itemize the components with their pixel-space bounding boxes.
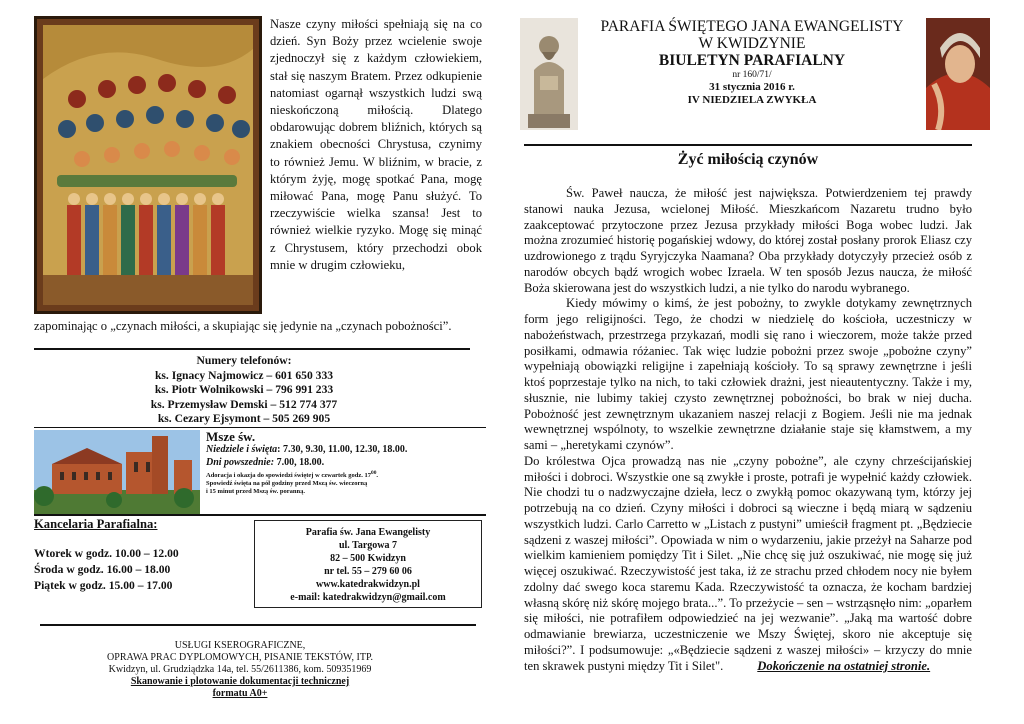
parish-street: ul. Targowa 7 (338, 540, 398, 551)
liturgical-sunday: IV NIEDZIELA ZWYKŁA (687, 94, 817, 106)
ad-line: USŁUGI KSEROGRAFICZNE, (174, 640, 306, 651)
issue-number: nr 160/71/ (732, 70, 772, 80)
phone-line: ks. Cezary Ejsymont – 505 269 905 (157, 412, 331, 425)
bulletin-header (580, 18, 924, 107)
phone-numbers (34, 354, 454, 427)
left-paragraph: Nasze czyny miłości spełniają się na co dzień. Syn Boży przez wcielenie swoje zjednoczył się z każdym człowiekiem, stał się naszym Bratem. Przez odkupienie natomiast ogarnął wszystkich ludzi swą nieskończoną miłością. Dlatego obdarowując dobrem bliźnich, których są znakiem obecności Chrystusa, czynimy to również Jemu. W bliźnim, w bracie, z którym żyję, mogę spotkać Pana, mogę miłować Pana, mogę Panu służyć. To rzeczywiście wielka szansa! Jest to również wielkie ryzyko. Mogę się minąć z Chrystusem, który przechodzi obok mnie w drugim człowieku, (270, 17, 482, 272)
article-title: Żyć miłością czynów (677, 151, 819, 168)
phone-line: ks. Piotr Wolnikowski – 796 991 233 (154, 383, 334, 396)
article-paragraph (524, 454, 972, 675)
parish-website: www.katedrakwidzyn.pl (316, 579, 420, 590)
statue-illustration (520, 18, 578, 130)
phones-title: Numery telefonów: (196, 354, 292, 367)
weekday-masses (206, 456, 486, 469)
divider (34, 348, 470, 350)
office-hours: Piątek w godz. 15.00 – 17.00 (34, 579, 173, 592)
weekday-label: Dni powszednie: (206, 457, 275, 468)
saint-portrait-image (926, 18, 990, 130)
adoration-text: Adoracja i okazja do spowiedzi świętej w czwartek godz. 17 (206, 472, 372, 480)
icon-painting-feeding-multitude (34, 16, 262, 314)
adoration-note (206, 469, 486, 480)
advertisement (40, 640, 440, 700)
saint-statue-image (520, 18, 578, 130)
ad-line: formatu A0+ (212, 688, 268, 699)
continued-note: Dokończenie na ostatniej stronie. (757, 658, 931, 673)
sunday-masses (206, 443, 486, 456)
parish-phone: nr tel. 55 – 279 60 06 (324, 566, 412, 577)
masses-title: Msze św. (206, 429, 256, 444)
sunday-label: Niedziele i święta (206, 444, 278, 455)
parish-city: 82 – 500 Kwidzyn (330, 553, 406, 564)
parish-contact-box (254, 520, 482, 608)
parish-title: PARAFIA ŚWIĘTEGO JANA EWANGELISTY (600, 18, 904, 35)
left-paragraph-end: zapominając o „czynach miłości, a skupiając się jedynie na „czynach pobożności”. (34, 319, 452, 333)
article-paragraph: Św. Paweł naucza, że miłość jest największa. Potwierdzeniem tej prawdy stanowi nauka Jezusa, wcielonej Miłość. Mieszkańcom Nazaretu trudno było zaakceptować przytoczone przez Jezusa przykłady miłości Boga wobec ludzi. Jak można zrozumieć historię pogańskiej wdowy, do której został posłany prorok Eliasz czy uzdrowionego z trądu Syryjczyka Naamana? Oba przykłady dotyczyły przecież osób z narodów obcych bądź wrogich wobec Izraela. W ten sposób Jezus naucza, że miłość Boża skierowana jest do wszystkich ludzi, a nie tylko do narodu wybranego. (524, 186, 972, 295)
ad-line: Skanowanie i plotowanie dokumentacji technicznej (130, 676, 350, 687)
parish-email: e-mail: katedrakwidzyn@gmail.com (290, 592, 446, 603)
mass-times (206, 430, 486, 496)
office-hours: Środa w godz. 16.00 – 18.00 (34, 563, 171, 576)
adoration-end: . (376, 472, 379, 480)
ad-line: OPRAWA PRAC DYPLOMOWYCH, PISANIE TEKSTÓW, ITP. (107, 652, 373, 663)
divider (524, 144, 972, 146)
phone-line: ks. Ignacy Najmowicz – 601 650 333 (154, 368, 334, 382)
ad-line: Kwidzyn, ul. Grudziądzka 14a, tel. 55/2611386, kom. 509351969 (108, 664, 372, 675)
church-illustration (34, 430, 200, 514)
office-hours: Wtorek w godz. 10.00 – 12.00 (34, 547, 179, 560)
bulletin-title: BIULETYN PARAFIALNY (658, 52, 846, 69)
church-photo (34, 430, 200, 514)
parish-name: Parafia św. Jana Ewangelisty (305, 527, 431, 538)
article-paragraph: Kiedy mówimy o kimś, że jest pobożny, to zwykle dotykamy zewnętrznych form jego religijności. Tego, że chodzi w niedzielę do kościoła, uczestniczy w nabożeństwach, przestrzega przykazań, modli się rano i wieczorem, może także przed posiłkami, odmawia różaniec. Tak więc ludzie pobożni przez swoje „pobożne czyny” wypełniają obowiązki religijne i zapełniają kościoły. To są sprawy zewnętrzne i jeśli ktoś poprzestaje tylko na nich, to taki człowiek drażni, jest nieautentyczny. Także i my, słusznie, nie lubimy takiej czysto zewnętrznej pobożności, bo brak w niej ducha. Pobożność jest zewnętrznym ukazaniem naszej relacji z Bogiem. Jeśli nie ma jednak wewnętrznej wspólnoty, to wszelkie zewnętrzne działanie staje się kłamstwem, a my sami – „heretykami czynów”. (524, 296, 972, 452)
portrait-illustration (926, 18, 990, 130)
article-body (524, 186, 972, 674)
sunday-times: : 7.30, 9.30, 11.00, 12.30, 18.00. (277, 444, 408, 455)
phone-line: ks. Przemysław Demski – 512 774 377 (150, 397, 338, 411)
weekday-times: 7.00, 18.00. (274, 457, 325, 468)
article-paragraph-text: Do królestwa Ojca prowadzą nas nie „czyny pobożne”, ale czyny chrześcijańskiej miłości i dobroci. Wszystkie one są zwykłe i proste, potrafi je wypełnić każdy człowiek. Nie chodzi tu o nadzwyczajne dzieła, lecz o zwykłą pomoc okazywaną tym, którzy jej potrzebują na co dzień. Czyny miłości i dobroci są wieczne i będą miarą w sądzeniu wszystkich ludzi. Carlo Carretto w „Listach z pustyni” umieścił fragment pt. „Będziecie sądzeni z waszej miłości”. Opowiada w nim o wydarzeniu, jakie przeżył na Saharze pod wielkim kamieniem pomiędzy Tit i Silet. „Nie chcę się już oszukiwać, nie mogę się już więcej oszukiwać. Rzeczywistość jest taka, iż ze strachu przed chłodem nocy nie byłem zdolny dać swego koca staremu Kada. Rzeczywistość ta oznacza, że kocham bardziej własną skórę niż skórę mojego brata...”. To przeżycie – sen – wstrząsnęło nim: „oparłem się miłości, nie potrafiłem odpowiedzieć na jej wezwanie”. „Jaką ma wartość dobre odmawianie brewiarza, uczestniczenie we Mszy Świętej, skoro nie akceptuje się miłości?”. I podsumowuje: „«Będziecie sądzeni z waszej miłości» – krzyczy do mnie ten skrawek pustyni między Tit i Silet". (524, 453, 972, 673)
parish-city-title: W KWIDZYNIE (698, 35, 806, 52)
adoration-sup: 00 (371, 470, 377, 476)
divider (34, 427, 486, 428)
confession-note: Spowiedź święta na pół godziny przed Mszą św. wieczorną (206, 480, 368, 488)
confession-note-2: i 15 minut przed Mszą św. poranną. (206, 488, 305, 496)
office-title: Kancelaria Parafialna: (34, 517, 158, 531)
icon-painting-illustration (37, 19, 259, 311)
divider (40, 624, 476, 626)
parish-office (34, 516, 250, 594)
issue-date: 31 stycznia 2016 r. (709, 81, 795, 93)
